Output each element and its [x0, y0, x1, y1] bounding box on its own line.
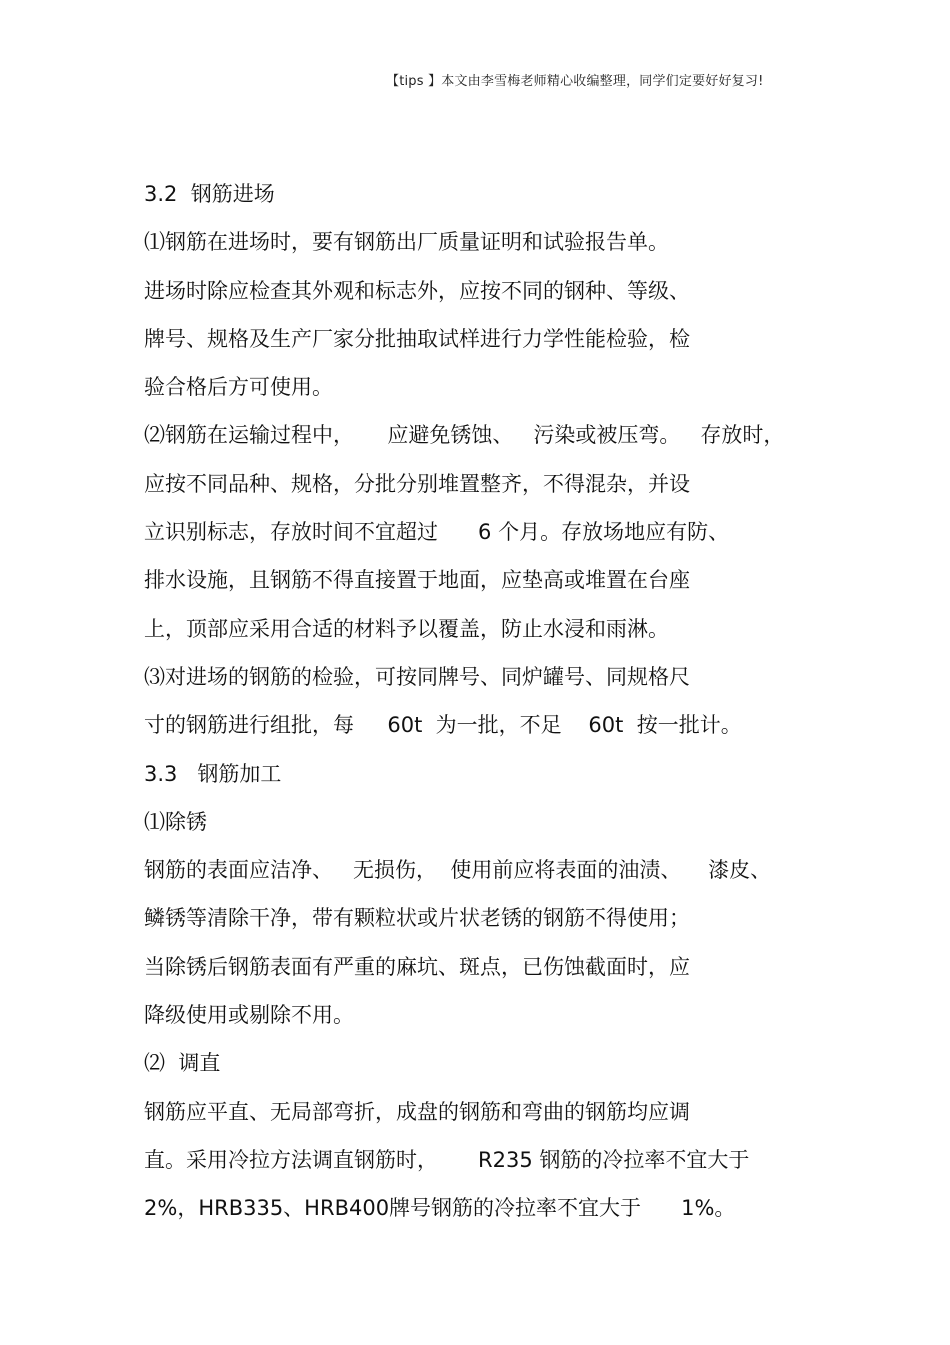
document-body [144, 176, 904, 1239]
paragraph-line: ⑴钢筋在进场时，要有钢筋出厂质量证明和试验报告单。 [144, 230, 669, 255]
paragraph-line: 牌号、规格及生产厂家分批抽取试样进行力学性能检验，检 [144, 326, 690, 351]
paragraph-line: 钢筋应平直、无局部弯折，成盘的钢筋和弯曲的钢筋均应调 [144, 1099, 690, 1124]
subsection-heading: ⑴除锈 [144, 809, 207, 834]
header-note: 【tips 】本文由李雪梅老师精心收编整理，同学们定要好好复习! [386, 74, 764, 89]
paragraph-line: 排水设施，且钢筋不得直接置于地面，应垫高或堆置在台座 [144, 568, 690, 593]
subsection-heading: ⑵ 调直 [144, 1051, 221, 1076]
section-heading: 3.3 钢筋加工 [144, 761, 282, 786]
paragraph-line: 直。采用冷拉方法调直钢筋时， R235 钢筋的冷拉率不宜大于 [144, 1147, 750, 1172]
paragraph-line: 寸的钢筋进行组批，每 60t 为一批，不足 60t 按一批计。 [144, 713, 742, 738]
paragraph-line: 2%，HRB335、HRB400牌号钢筋的冷拉率不宜大于 1%。 [144, 1196, 736, 1221]
paragraph-line: 降级使用或剔除不用。 [144, 1003, 354, 1028]
paragraph-line: 上，顶部应采用合适的材料予以覆盖，防止水浸和雨淋。 [144, 616, 669, 641]
paragraph-line: 立识别标志，存放时间不宜超过 6 个月。存放场地应有防、 [144, 520, 730, 545]
section-heading: 3.2 钢筋进场 [144, 182, 275, 206]
paragraph-line: 鳞锈等清除干净，带有颗粒状或片状老锈的钢筋不得使用； [144, 906, 690, 931]
paragraph-line: 应按不同品种、规格，分批分别堆置整齐，不得混杂，并设 [144, 471, 690, 496]
paragraph-line: 钢筋的表面应洁净、 无损伤， 使用前应将表面的油渍、 漆皮、 [144, 858, 772, 883]
paragraph-line: 当除锈后钢筋表面有严重的麻坑、斑点，已伤蚀截面时，应 [144, 954, 690, 979]
paragraph-line: ⑶对进场的钢筋的检验，可按同牌号、同炉罐号、同规格尺 [144, 664, 690, 689]
paragraph-line: ⑵钢筋在运输过程中， 应避免锈蚀、 污染或被压弯。 存放时， [144, 423, 785, 448]
paragraph-line: 验合格后方可使用。 [144, 375, 333, 400]
paragraph-line: 进场时除应检查其外观和标志外，应按不同的钢种、等级、 [144, 278, 690, 303]
